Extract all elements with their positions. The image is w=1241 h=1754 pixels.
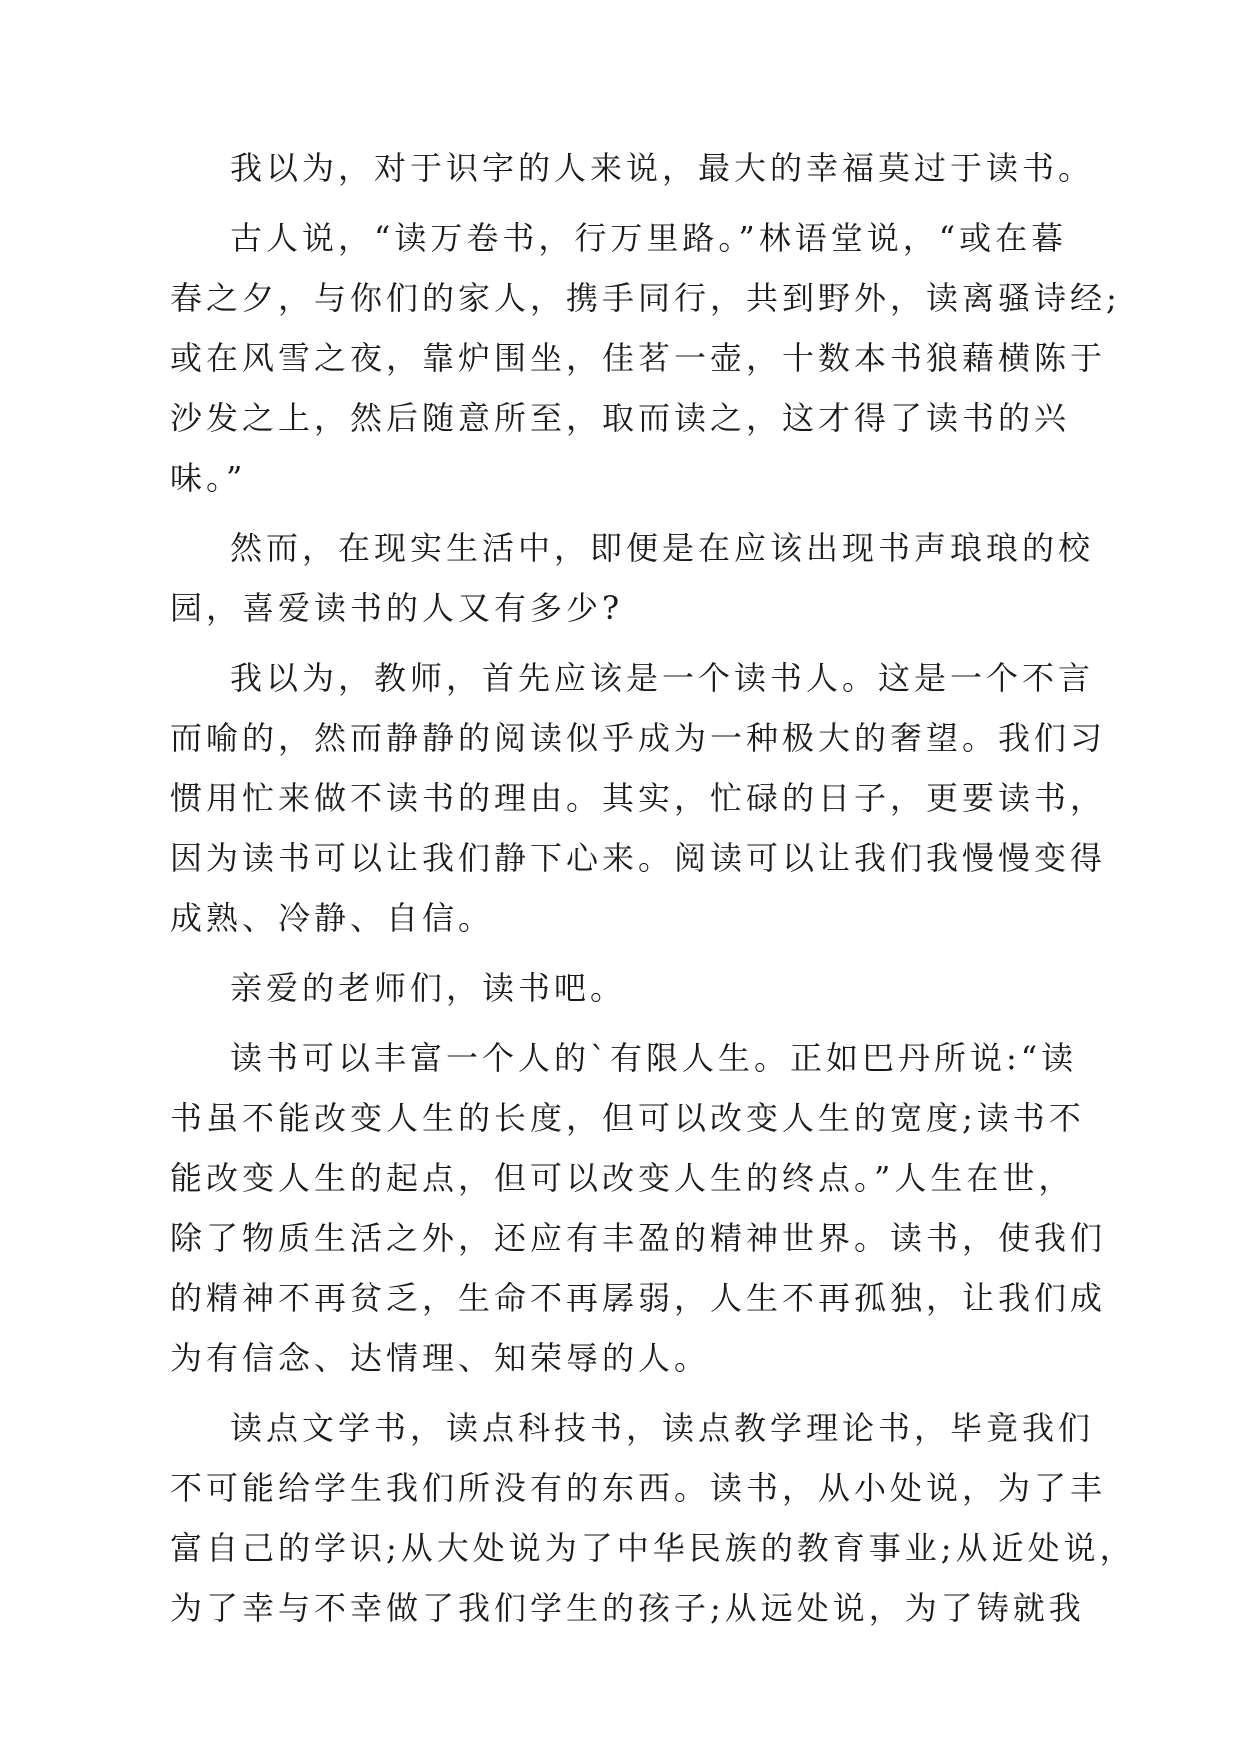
text-line: 惯用忙来做不读书的理由。其实，忙碌的日子，更要读书，: [170, 779, 1107, 817]
text-line: 除了物质生活之外，还应有丰盈的精神世界。读书，使我们: [170, 1219, 1107, 1257]
text-line: 亲爱的老师们，读书吧。: [230, 969, 627, 1007]
text-line: 园，喜爱读书的人又有多少?: [170, 589, 624, 627]
text-line: 书虽不能改变人生的长度，但可以改变人生的宽度;读书不: [170, 1099, 1085, 1137]
text-line: 的精神不再贫乏，生命不再孱弱，人生不再孤独，让我们成: [170, 1279, 1107, 1317]
text-line: 读点文学书，读点科技书，读点教学理论书，毕竟我们: [230, 1409, 1095, 1447]
text-line: 能改变人生的起点，但可以改变人生的终点。”人生在世，: [170, 1159, 1075, 1197]
text-line: 不可能给学生我们所没有的东西。读书，从小处说，为了丰: [170, 1469, 1107, 1507]
text-line: 古人说，“读万卷书，行万里路。”林语堂说，“或在暮: [230, 219, 1068, 257]
text-line: 成熟、冷静、自信。: [170, 899, 495, 937]
text-line: 或在风雪之夜，靠炉围坐，佳茗一壶，十数本书狼藉横陈于: [170, 339, 1107, 377]
text-line: 富自己的学识;从大处说为了中华民族的教育事业;从近处说，: [170, 1529, 1136, 1567]
text-line: 而喻的，然而静静的阅读似乎成为一种极大的奢望。我们习: [170, 719, 1107, 757]
text-line: 为了幸与不幸做了我们学生的孩子;从远处说，为了铸就我: [170, 1589, 1085, 1627]
text-line: 我以为，对于识字的人来说，最大的幸福莫过于读书。: [230, 149, 1095, 187]
text-line: 然而，在现实生活中，即便是在应该出现书声琅琅的校: [230, 529, 1095, 567]
text-line: 读书可以丰富一个人的`有限人生。正如巴丹所说:“读: [230, 1039, 1078, 1077]
text-line: 为有信念、达情理、知荣辱的人。: [170, 1339, 711, 1377]
text-line: 味。”: [170, 459, 247, 497]
text-line: 沙发之上，然后随意所至，取而读之，这才得了读书的兴: [170, 399, 1071, 437]
text-line: 我以为，教师，首先应该是一个读书人。这是一个不言: [230, 659, 1095, 697]
text-line: 因为读书可以让我们静下心来。阅读可以让我们我慢慢变得: [170, 839, 1107, 877]
text-line: 春之夕，与你们的家人，携手同行，共到野外，读离骚诗经;: [170, 279, 1121, 317]
